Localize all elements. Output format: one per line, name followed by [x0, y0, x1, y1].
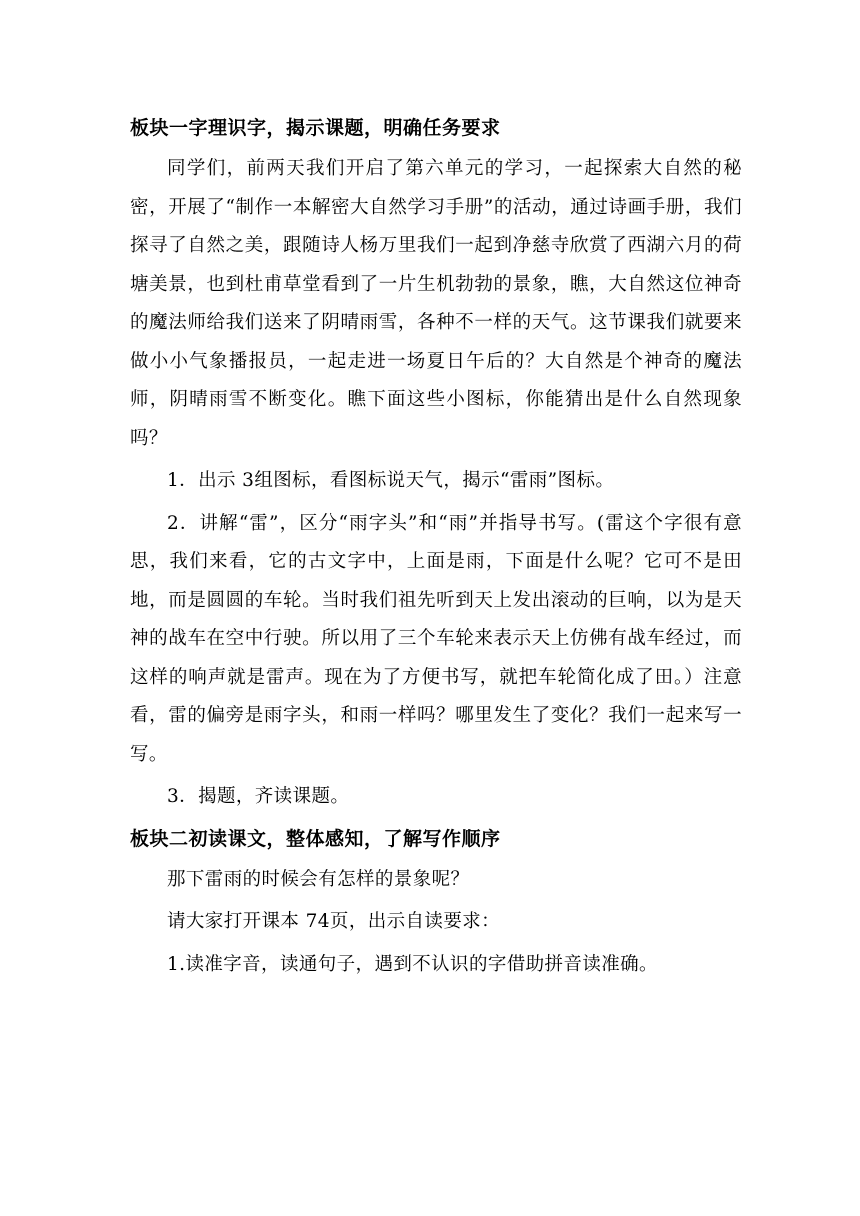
- section1-heading: 板块一字理识字，揭示课题，明确任务要求: [130, 117, 501, 139]
- section2-requirement-1: 1.读准字音，读通句子，遇到不认识的字借助拼音读准确。: [167, 953, 658, 975]
- section2-question: 那下雷雨的时候会有怎样的景象呢？: [167, 868, 470, 890]
- section1-step2: 2．讲解“雷”，区分“雨字头”和“雨”并指导书写。(雷这个字很有意思，我们来看，它的古文字中，上面是雨，下面是什么呢？它可不是田地，而是圆圆的车轮。当时我们祖先听到天上发出滚动的巨响，以为是天神的战车在空中行驶。所以用了三个车轮来表示天上仿佛有战车经过，而这样的响声就是雷声。现在为了方便书写，就把车轮简化成了田。）注意看，雷的偏旁是雨字头，和雨一样吗？哪里发生了变化？我们一起来写一写。: [130, 512, 742, 765]
- section1-step1: 1．出示 3组图标，看图标说天气，揭示“雷雨”图标。: [167, 470, 615, 491]
- section2-instruction: 请大家打开课本 74页，出示自读要求：: [167, 911, 501, 932]
- section1-intro-paragraph: 同学们，前两天我们开启了第六单元的学习，一起探索大自然的秘密，开展了“制作一本解密大自然学习手册”的活动，通过诗画手册，我们探寻了自然之美，跟随诗人杨万里我们一起到净慈寺欣赏了西湖六月的荷塘美景，也到杜甫草堂看到了一片生机勃勃的景象，瞧，大自然这位神奇的魔法师给我们送来了阴晴雨雪，各种不一样的天气。这节课我们就要来做小小气象播报员，一起走进一场夏日午后的？大自然是个神奇的魔法师，阴晴雨雪不断变化。瞧下面这些小图标，你能猜出是什么自然现象吗？: [130, 158, 742, 449]
- section1-step3: 3．揭题，齐读课题。: [167, 786, 350, 807]
- section2-heading: 板块二初读课文，整体感知，了解写作顺序: [130, 827, 501, 850]
- document-body: [130, 110, 742, 984]
